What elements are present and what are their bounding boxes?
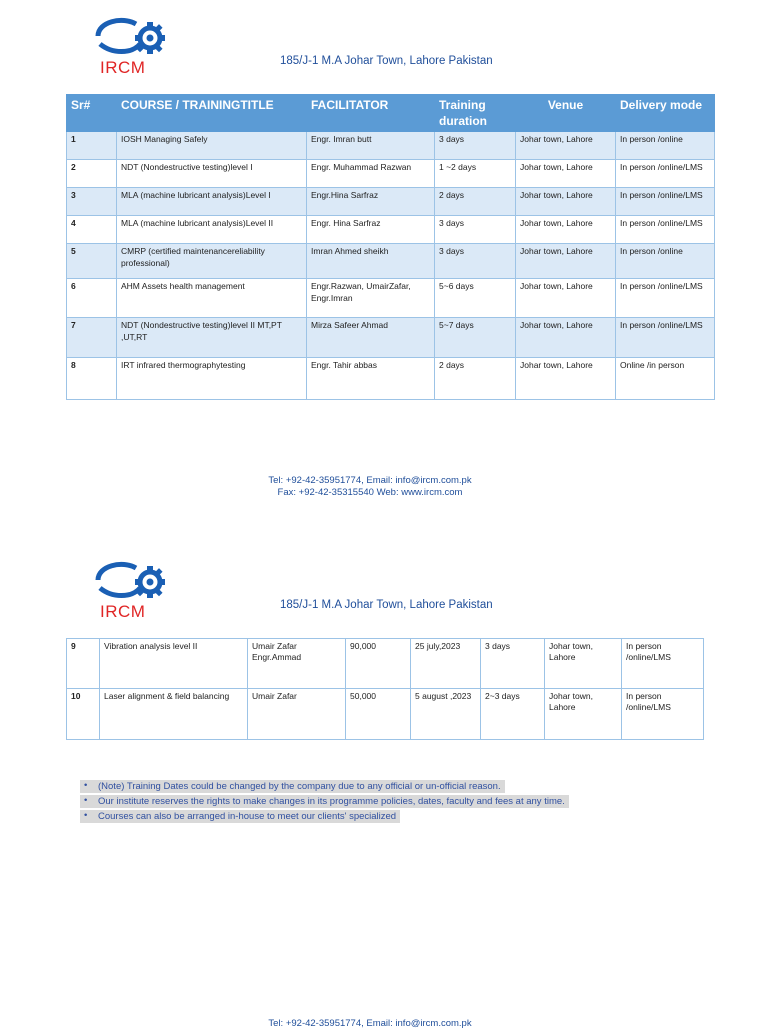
cell-delivery: In person /online bbox=[616, 244, 715, 279]
footer-contact-partial bbox=[0, 1018, 740, 1030]
bullet-icon: • bbox=[84, 795, 88, 806]
cell-facilitator: Mirza Safeer Ahmad bbox=[307, 318, 435, 358]
footer-tel-email: Tel: +92-42-35951774, Email: info@ircm.com.pk bbox=[268, 475, 472, 486]
cell-delivery: In person /online/LMS bbox=[616, 318, 715, 358]
header-facilitator: FACILITATOR bbox=[307, 95, 435, 132]
cell-duration: 2~3 days bbox=[481, 689, 545, 740]
header-venue: Venue bbox=[516, 95, 616, 132]
cell-delivery: In person /online bbox=[616, 132, 715, 160]
cell-course: IOSH Managing Safely bbox=[117, 132, 307, 160]
cell-delivery: In person /online/LMS bbox=[616, 216, 715, 244]
cell-duration: 2 days bbox=[435, 358, 516, 400]
cell-venue: Johar town, Lahore bbox=[516, 244, 616, 279]
course-table bbox=[66, 94, 715, 400]
header-address-page2: 185/J-1 M.A Johar Town, Lahore Pakistan bbox=[280, 599, 493, 611]
footer-fax-web: Fax: +92-42-35315540 Web: www.ircm.com bbox=[277, 487, 463, 499]
cell-facilitator: Imran Ahmed sheikh bbox=[307, 244, 435, 279]
cell-sr: 8 bbox=[67, 358, 117, 400]
table-row bbox=[67, 160, 715, 188]
cell-facilitator: Engr. Muhammad Razwan bbox=[307, 160, 435, 188]
table-row bbox=[67, 318, 715, 358]
ircm-logo-page2 bbox=[92, 558, 166, 622]
cell-duration: 3 days bbox=[435, 216, 516, 244]
note-tag: (Note) bbox=[98, 781, 125, 792]
cell-course: Vibration analysis level II bbox=[100, 639, 248, 689]
course-table-page2 bbox=[66, 638, 704, 740]
cell-delivery: In person /online/LMS bbox=[616, 188, 715, 216]
table-row bbox=[67, 279, 715, 318]
cell-course: IRT infrared thermographytesting bbox=[117, 358, 307, 400]
cell-delivery: Online /in person bbox=[616, 358, 715, 400]
cell-delivery: In person /online/LMS bbox=[622, 639, 704, 689]
ircm-logo bbox=[92, 14, 166, 78]
logo-text: IRCM bbox=[100, 58, 146, 77]
cell-venue: Johar town, Lahore bbox=[516, 358, 616, 400]
cell-facilitator: Engr.Razwan, UmairZafar, Engr.Imran bbox=[307, 279, 435, 318]
table-row bbox=[67, 188, 715, 216]
notes-list bbox=[80, 780, 569, 825]
cell-duration: 2 days bbox=[435, 188, 516, 216]
cell-course: NDT (Nondestructive testing)level II MT,PT ,UT,RT bbox=[117, 318, 307, 358]
header-duration: Training duration bbox=[435, 95, 516, 132]
note-item bbox=[80, 795, 569, 808]
gear-logo-icon bbox=[92, 14, 166, 60]
note-item bbox=[80, 780, 505, 793]
footer-tel-email-partial: Tel: +92-42-35951774, Email: info@ircm.com.pk bbox=[268, 1018, 472, 1029]
cell-course: Laser alignment & field balancing bbox=[100, 689, 248, 740]
cell-facilitator: Umair Zafar bbox=[248, 689, 346, 740]
cell-fee: 90,000 bbox=[346, 639, 411, 689]
cell-date: 25 july,2023 bbox=[411, 639, 481, 689]
table-header-row bbox=[67, 95, 715, 132]
table-row bbox=[67, 216, 715, 244]
cell-facilitator: Engr. Imran butt bbox=[307, 132, 435, 160]
cell-course: NDT (Nondestructive testing)level I bbox=[117, 160, 307, 188]
cell-duration: 5~7 days bbox=[435, 318, 516, 358]
cell-venue: Johar town, Lahore bbox=[516, 318, 616, 358]
header-address: 185/J-1 M.A Johar Town, Lahore Pakistan bbox=[280, 55, 493, 67]
table-row bbox=[67, 358, 715, 400]
cell-duration: 3 days bbox=[435, 132, 516, 160]
cell-delivery: In person /online/LMS bbox=[616, 160, 715, 188]
cell-date: 5 august ,2023 bbox=[411, 689, 481, 740]
cell-venue: Johar town, Lahore bbox=[516, 216, 616, 244]
cell-sr: 5 bbox=[67, 244, 117, 279]
gear-logo-icon bbox=[92, 558, 166, 604]
cell-facilitator: Engr. Hina Sarfraz bbox=[307, 216, 435, 244]
cell-course: CMRP (certified maintenancereliability professional) bbox=[117, 244, 307, 279]
footer-contact bbox=[0, 475, 740, 500]
table-row bbox=[67, 244, 715, 279]
cell-venue: Johar town, Lahore bbox=[545, 689, 622, 740]
cell-duration: 1 ~2 days bbox=[435, 160, 516, 188]
table-row bbox=[67, 639, 704, 689]
cell-sr: 7 bbox=[67, 318, 117, 358]
logo-text: IRCM bbox=[100, 602, 146, 621]
header-sr: Sr# bbox=[67, 95, 117, 132]
cell-delivery: In person /online/LMS bbox=[622, 689, 704, 740]
cell-course: MLA (machine lubricant analysis)Level I bbox=[117, 188, 307, 216]
cell-facilitator: Engr. Tahir abbas bbox=[307, 358, 435, 400]
cell-sr: 1 bbox=[67, 132, 117, 160]
note-text: Training Dates could be changed by the company due to any official or un-official reason. bbox=[124, 781, 501, 792]
cell-duration: 3 days bbox=[435, 244, 516, 279]
note-item bbox=[80, 810, 400, 823]
table-row bbox=[67, 132, 715, 160]
cell-delivery: In person /online/LMS bbox=[616, 279, 715, 318]
cell-course: MLA (machine lubricant analysis)Level II bbox=[117, 216, 307, 244]
cell-venue: Johar town, Lahore bbox=[516, 188, 616, 216]
cell-venue: Johar town, Lahore bbox=[545, 639, 622, 689]
cell-venue: Johar town, Lahore bbox=[516, 160, 616, 188]
cell-sr: 6 bbox=[67, 279, 117, 318]
cell-duration: 5~6 days bbox=[435, 279, 516, 318]
cell-duration: 3 days bbox=[481, 639, 545, 689]
cell-fee: 50,000 bbox=[346, 689, 411, 740]
cell-course: AHM Assets health management bbox=[117, 279, 307, 318]
bullet-icon: • bbox=[84, 780, 88, 791]
cell-sr: 4 bbox=[67, 216, 117, 244]
cell-facilitator: Umair Zafar Engr.Ammad bbox=[248, 639, 346, 689]
note-text: Courses can also be arranged in-house to meet our clients' specialized bbox=[98, 811, 397, 822]
cell-venue: Johar town, Lahore bbox=[516, 279, 616, 318]
cell-sr: 2 bbox=[67, 160, 117, 188]
cell-sr: 3 bbox=[67, 188, 117, 216]
note-text: Our institute reserves the rights to make changes in its programme policies, dates, faculty and fees at any time. bbox=[98, 796, 565, 807]
cell-venue: Johar town, Lahore bbox=[516, 132, 616, 160]
header-delivery: Delivery mode bbox=[616, 95, 715, 132]
cell-facilitator: Engr.Hina Sarfraz bbox=[307, 188, 435, 216]
table-row bbox=[67, 689, 704, 740]
cell-sr: 9 bbox=[67, 639, 100, 689]
bullet-icon: • bbox=[84, 810, 88, 821]
header-course: COURSE / TRAININGTITLE bbox=[117, 95, 307, 132]
cell-sr: 10 bbox=[67, 689, 100, 740]
